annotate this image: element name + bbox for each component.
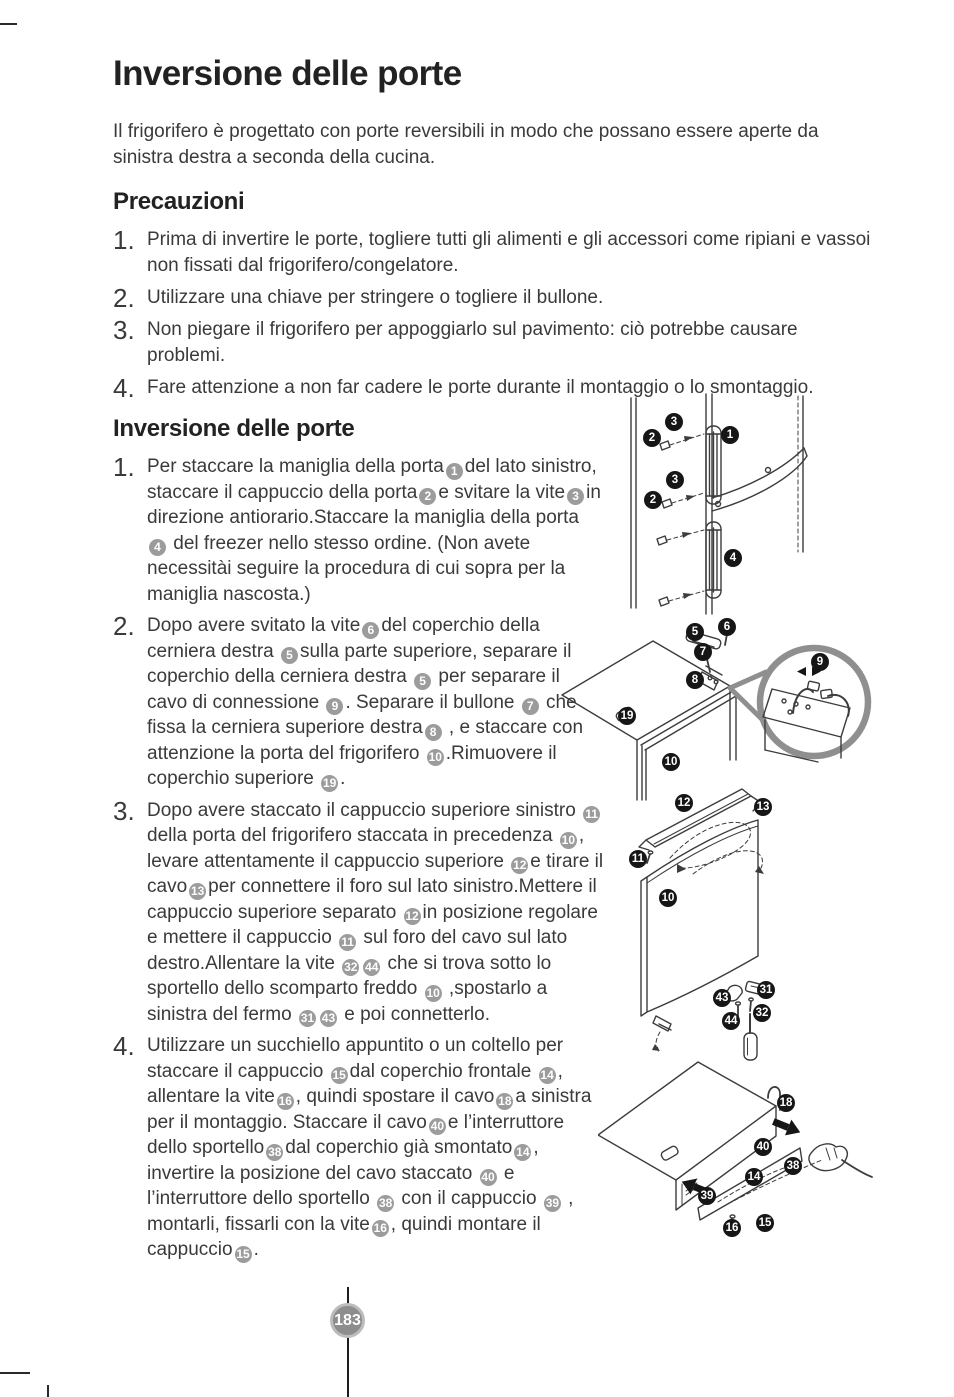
list-number: 4. xyxy=(113,1031,135,1061)
part-ref-badge: 38 xyxy=(268,1144,282,1159)
list-text: Utilizzare un succhiello appuntito o un coltello per staccare il cappuccio 15 dal coperchio frontale 14 , allentare la vite 16 , quindi spostare il cavo 18 a sinistra per il montaggio. Staccare il cavo 40 e l’interruttore dello sportello 38 dal coperchio già smontato 14 , invertire la posizione del cavo staccato 40 e l’interruttore dello sportello 38 con il cappuccio 39 , montarli, fissarli con la vite 16 , quindi montare il cappuccio 15 . xyxy=(147,1035,592,1261)
callout-badge: 10 xyxy=(659,889,677,907)
list-text: Dopo avere staccato il cappuccio superiore sinistro 11della porta del frigorifero staccata in precedenza 10 , levare attentamente il cappuccio superiore 12 e tirare il cavo 13 per connettere il foro sul lato sinistro.Mettere il cappuccio superiore separato 12 in posizione regolare e mettere il cappuccio 11 sul foro del cavo sul lato destro.Allentare la vite 32 44 che si trova sotto lo sportello dello scomparto freddo 10 ,spostarlo a sinistra del fermo 31 43 e poi connetterlo. xyxy=(147,799,604,1025)
list-number: 3. xyxy=(113,315,135,345)
part-ref-badge: 39 xyxy=(545,1195,560,1210)
callout-badge: 1 xyxy=(721,426,739,444)
callout-badge: 19 xyxy=(618,707,636,725)
part-ref-badge: 10 xyxy=(561,832,576,847)
front-cover-illustration xyxy=(598,1056,954,1308)
page-title: Inversione delle porte xyxy=(113,54,462,93)
callout-badge: 4 xyxy=(724,549,742,567)
callout-badge: 14 xyxy=(745,1168,763,1186)
callout-badge: 40 xyxy=(754,1138,772,1156)
part-ref-badge: 38 xyxy=(378,1195,393,1210)
callout-badge: 39 xyxy=(698,1187,716,1205)
callout-badge: 32 xyxy=(753,1004,771,1022)
part-ref-badge: 16 xyxy=(373,1221,387,1235)
callout-badge: 6 xyxy=(718,618,736,636)
step-item xyxy=(113,613,613,792)
list-text: Dopo avere svitato la vite 6 del coperchio della cerniera destra 5 sulla parte superiore, separare il coperchio della cerniera destra 5 per separare il cavo di connessione 9 . Separare il bullone 7 che fissa la cerniera superiore destra 8 , e staccare con attenzione la porta del frigorifero 10 .Rimuovere il coperchio superiore 19 . xyxy=(147,615,584,790)
callout-badge: 3 xyxy=(665,413,683,431)
part-ref-badge: 14 xyxy=(516,1144,530,1159)
callout-badge: 16 xyxy=(723,1219,741,1237)
part-ref-badge: 8 xyxy=(425,724,442,741)
part-ref-badge: 40 xyxy=(430,1119,445,1133)
step-item xyxy=(113,1033,613,1263)
list-number: 1. xyxy=(113,452,135,482)
part-ref-badge: 11 xyxy=(339,934,356,951)
callout-badge: 7 xyxy=(694,643,712,661)
part-ref-badge: 40 xyxy=(481,1170,495,1184)
precaution-item xyxy=(113,285,875,311)
callout-badge: 2 xyxy=(644,491,662,509)
diagram-front-cover xyxy=(598,1056,954,1308)
part-ref-badge: 6 xyxy=(362,622,379,639)
crop-mark-top-left xyxy=(0,23,17,25)
list-text: Prima di invertire le porte, togliere tutti gli alimenti e gli accessori come ripiani e vassoi non fissati dal frigorifero/congelatore. xyxy=(147,229,871,276)
callout-badge: 8 xyxy=(686,671,704,689)
page-number-badge: 183 xyxy=(330,1303,365,1338)
part-ref-badge: 44 xyxy=(365,960,379,974)
callout-badge: 3 xyxy=(666,471,684,489)
callout-badge: 31 xyxy=(757,981,775,999)
part-ref-badge: 2 xyxy=(419,488,436,505)
callout-badge: 43 xyxy=(713,989,731,1007)
callout-badge: 2 xyxy=(643,429,661,447)
callout-badge: 13 xyxy=(754,798,772,816)
part-ref-badge: 1 xyxy=(446,463,463,480)
crop-mark-bottom-left xyxy=(0,1372,30,1374)
list-number: 4. xyxy=(113,373,135,403)
precautions-list xyxy=(113,227,875,401)
part-ref-badge: 13 xyxy=(190,883,205,898)
list-number: 2. xyxy=(113,283,135,313)
callout-badge: 38 xyxy=(784,1157,802,1175)
callout-badge: 9 xyxy=(811,653,829,671)
callout-badge: 15 xyxy=(756,1214,774,1232)
diagram-top-cap-swap xyxy=(598,778,954,1072)
diagram-top-hinge xyxy=(560,610,954,802)
part-ref-badge: 11 xyxy=(583,806,600,823)
part-ref-badge: 3 xyxy=(567,488,584,505)
part-ref-badge: 12 xyxy=(513,858,527,872)
precautions-heading: Precauzioni xyxy=(113,188,245,215)
list-number: 2. xyxy=(113,611,135,641)
part-ref-badge: 10 xyxy=(428,750,442,764)
list-text: Utilizzare una chiave per stringere o togliere il bullone. xyxy=(147,287,604,308)
part-ref-badge: 5 xyxy=(414,673,431,690)
steps-list xyxy=(113,454,613,1263)
callout-badge: 12 xyxy=(675,794,693,812)
part-ref-badge: 16 xyxy=(278,1093,292,1108)
intro-paragraph: Il frigorifero è progettato con porte reversibili in modo che possano essere aperte da sinistra destra a seconda della cucina. xyxy=(113,121,819,168)
precaution-item xyxy=(113,227,875,279)
part-ref-badge: 7 xyxy=(522,698,539,715)
part-ref-badge: 15 xyxy=(332,1068,346,1082)
list-text: Fare attenzione a non far cadere le porte durante il montaggio o lo smontaggio. xyxy=(147,377,814,398)
crop-mark-bottom-tick xyxy=(47,1385,49,1397)
callout-badge: 44 xyxy=(722,1012,740,1030)
list-text: Per staccare la maniglia della porta 1 del lato sinistro, staccare il cappuccio della porta 2 e svitare la vite 3 in direzione antiorario.Staccare la maniglia della porta 4 del freezer nello stesso ordine. (Non avete necessitài seguire la procedura di cui sopra per la maniglia nascosta.) xyxy=(147,456,601,605)
part-ref-badge: 4 xyxy=(149,539,166,556)
list-number: 3. xyxy=(113,795,135,826)
callout-badge: 11 xyxy=(629,850,647,868)
part-ref-badge: 43 xyxy=(321,1011,336,1025)
top-cap-swap-illustration xyxy=(598,778,954,1072)
part-ref-badge: 19 xyxy=(322,775,337,790)
steps-heading: Inversione delle porte xyxy=(113,415,355,442)
precaution-item xyxy=(113,317,875,369)
callout-badge: 10 xyxy=(662,753,680,771)
part-ref-badge: 31 xyxy=(300,1011,315,1025)
part-ref-badge: 5 xyxy=(281,647,298,664)
list-text: Non piegare il frigorifero per appoggiarlo sul pavimento: ciò potrebbe causare problemi. xyxy=(147,319,798,366)
part-ref-badge: 10 xyxy=(426,985,440,1000)
step-item xyxy=(113,795,613,1028)
part-ref-badge: 32 xyxy=(344,960,358,974)
callout-badge: 18 xyxy=(777,1094,795,1112)
part-ref-badge: 12 xyxy=(405,909,419,923)
diagram-handle-removal xyxy=(608,390,853,620)
top-hinge-illustration xyxy=(560,610,954,802)
part-ref-badge: 14 xyxy=(540,1068,554,1082)
list-number: 1. xyxy=(113,225,135,255)
part-ref-badge: 18 xyxy=(498,1093,512,1108)
step-item xyxy=(113,454,613,607)
callout-badge: 5 xyxy=(686,623,704,641)
part-ref-badge: 9 xyxy=(326,698,343,715)
part-ref-badge: 15 xyxy=(236,1246,250,1261)
